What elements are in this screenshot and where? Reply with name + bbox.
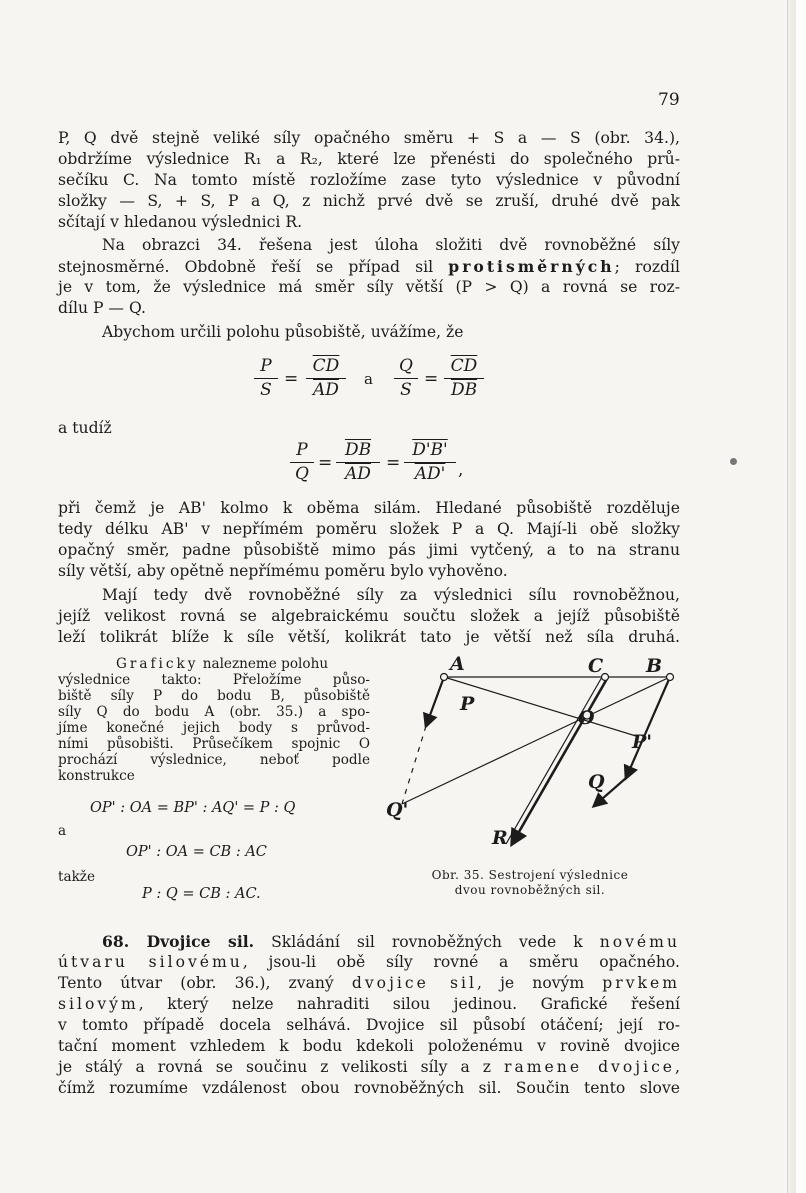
text-line: leží tolikrát blíže k síle větší, kolikrát tato je větší než síla druhá. [58,628,680,646]
text-line [58,256,680,278]
text-span: , který nelze nahraditi silou jedinou. Grafické řešení [138,995,680,1013]
book-spine-edge [787,0,806,1193]
text-line: Na obrazci 34. řešena jest úloha složiti dvě rovnoběžné síly [102,236,680,254]
line-qprime-b [402,677,670,804]
text-line: složky — S, + S, P a Q, z nichž prvé dvě se zruší, druhé dvě pak [58,192,680,210]
text-line: prochází výslednice, neboť podle [58,752,370,768]
spaced-emphasis: ramene dvojice [504,1058,676,1076]
text-line [58,994,680,1015]
point-a [441,674,448,681]
text-line: tedy délku AB' v nepřímém poměru složek P a Q. Mají-li obě složky [58,520,680,538]
spaced-emphasis: prvkem [602,974,681,992]
equals-sign: = [386,453,401,473]
fraction: $\frac{\overline{CD}}{DB}$ [444,356,484,400]
section-heading: 68. Dvojice sil. [102,932,255,951]
fraction: Q S [394,356,418,400]
text-line: takže [58,869,96,885]
text-line: síly Q do bodu A (obr. 35.) a spo- [58,704,370,720]
force-pprime [626,677,670,778]
text-line: ními působišti. Průsečíkem spojnic O [58,736,370,752]
text-line: sčítají v hledanou výslednici R. [58,213,303,231]
text-line: je v tom, že výslednice má směr síly větší (P > Q) a rovná se roz- [58,278,680,296]
text-line [58,657,370,673]
spaced-emphasis: silovému [148,953,243,971]
comma: , [458,460,464,480]
text-span: nalezneme polohu [202,656,329,672]
text-line [58,973,680,994]
side-equation-3: P : Q = CB : AC. [142,886,261,902]
figure-caption [400,868,660,898]
figure-35-diagram [380,648,680,868]
text-line [58,952,680,973]
fraction: P S [254,356,278,400]
text-span: Tento útvar (obr. 36.), zvaný [58,974,334,992]
side-equation-2: OP' : OA = CB : AC [126,844,267,860]
text-line: jíme konečné jejich body s průvod- [58,720,370,736]
text-line: opačný směr, padne působiště mimo pás jimi vytčený, a to na stranu [58,541,680,559]
text-line: tační moment vzhledem k bodu kdekoli položenému v rovině dvojice [58,1037,680,1055]
text-line: sečíku C. Na tomto místě rozložíme zase tyto výslednice v původní [58,171,680,189]
spaced-emphasis: novému [599,933,680,951]
label-p: P [460,693,475,715]
label-q: Q [588,771,605,793]
text-line [58,931,680,953]
caption-line: dvou rovnoběžných sil. [454,883,606,897]
equals-sign: = [318,453,333,473]
text-line: a [58,823,67,839]
equals-sign: = [424,369,439,389]
text-line: obdržíme výslednice R₁ a R₂, které lze přenésti do společného prů- [58,150,680,168]
fraction: P Q [290,440,314,484]
ink-speck [730,458,737,465]
text-line: při čemž je AB' kolmo k oběma silám. Hledané působiště rozděluje [58,499,680,517]
text-line: dílu P — Q. [58,299,146,317]
equals-sign: = [284,369,299,389]
spaced-emphasis: útvaru [58,953,128,971]
label-a: A [450,653,465,675]
force-r-edge [506,677,602,844]
caption-line: Obr. 35. Sestrojení výslednice [431,868,629,882]
text-span: ; rozdíl [614,258,681,276]
text-span: Skládání sil rovnoběžných vede k [271,933,583,951]
page-number: 79 [658,90,680,110]
side-equation-1: OP' : OA = BP' : AQ' = P : Q [90,800,296,816]
text-line: biště síly P do bodu B, působiště [58,688,370,704]
dashed-line [402,726,426,804]
text-line: konstrukce [58,768,135,784]
text-span: je stálý a rovná se součinu z velikosti síly a z [58,1058,491,1076]
text-line: výslednice takto: Přeložíme půso- [58,672,370,688]
text-line: Mají tedy dvě rovnoběžné síly za výslednici sílu rovnoběžnou, [102,586,680,604]
label-pprime: P' [632,731,653,753]
text-line: P, Q dvě stejně veliké síly opačného směru + S a — S (obr. 34.), [58,129,680,147]
spaced-emphasis: dvojice sil [351,974,477,992]
text-line: jejíž velikost rovná se algebraickému součtu složek a jejíž působiště [58,607,680,625]
conjunction: a [364,370,373,388]
label-o: O [578,707,595,729]
point-b [667,674,674,681]
spaced-emphasis: silovým [58,995,139,1013]
label-qprime: Q' [386,799,409,821]
text-line: čímž rozumíme vzdálenost obou rovnoběžných sil. Součin tento slove [58,1079,680,1097]
force-p [426,677,444,726]
label-c: C [588,655,604,677]
text-line: síly větší, aby opětně nepřímému poměru bylo vyhověno. [58,562,508,580]
text-line: v tomto případě docela selhává. Dvojice sil působí otáčení; její ro- [58,1016,680,1034]
text-line: a tudíž [58,419,112,437]
text-line: Abychom určili polohu působiště, uvážíme, že [102,323,464,341]
spaced-emphasis: Graficky [116,656,199,672]
spaced-emphasis: protisměrných [448,257,615,276]
fraction: $\frac{\overline{CD}}{AD}$ [306,356,346,400]
text-span: , [675,1058,681,1076]
label-b: B [646,655,663,677]
text-line [58,1057,680,1078]
text-span: , je novým [476,974,585,992]
text-span: stejnosměrné. Obdobně řeší se případ sil [58,258,434,276]
fraction: $\frac{\overline{DB}}{AD}$ [336,440,380,484]
fraction: $\frac{D'B'}{AD'}$ [404,440,456,484]
text-span: , jsou-li obě síly rovné a směru opačného. [242,953,680,971]
label-r: R [492,827,508,849]
